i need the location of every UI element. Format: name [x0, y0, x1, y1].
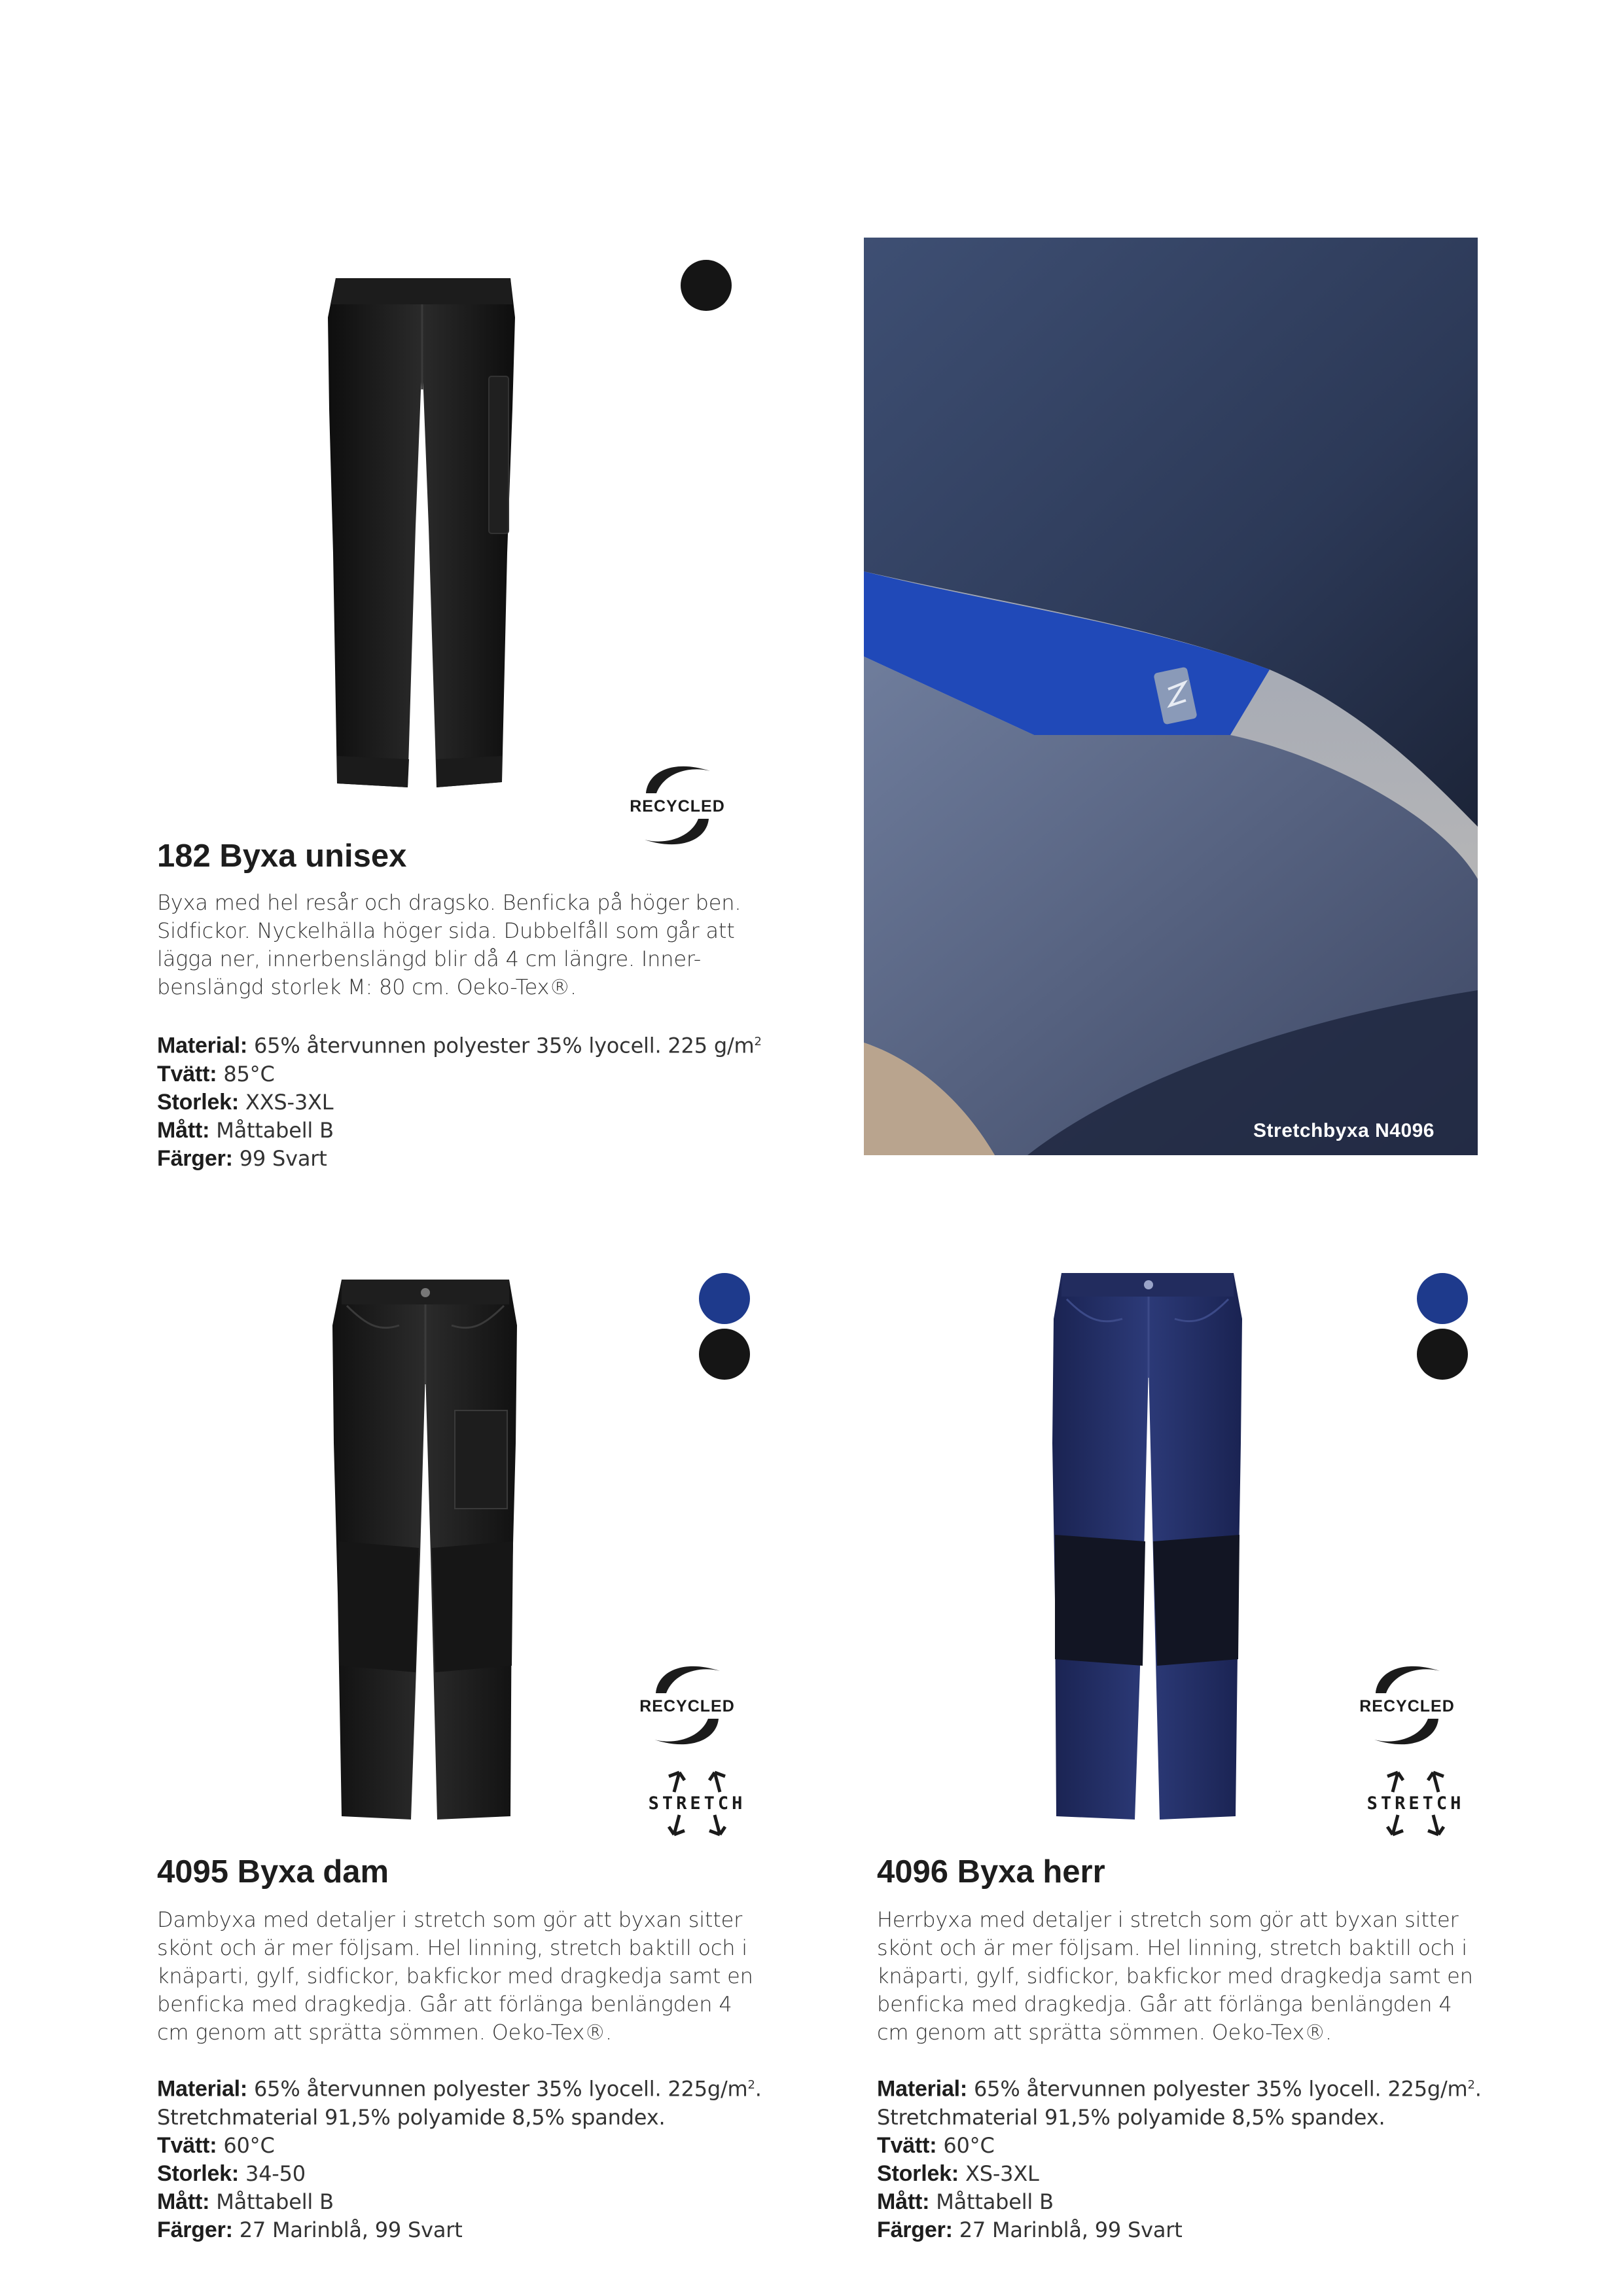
product-title: 4095 Byxa dam: [157, 1854, 389, 1890]
spec-value: 27 Marinblå, 99 Svart: [239, 2217, 463, 2242]
photo-caption: Stretchbyxa N4096: [1253, 1120, 1435, 1141]
product-image-4095-pants: [327, 1280, 524, 1823]
spec-label: Material:: [157, 2076, 248, 2102]
stretch-label: STRETCH: [1366, 1793, 1465, 1814]
description-line: Herrbyxa med detaljer i stretch som gör att byxan sitter: [877, 1907, 1459, 1932]
spec-label: Material:: [877, 2076, 968, 2102]
description-line: cm genom att sprätta sömmen. Oeko-Tex®.: [157, 2020, 613, 2045]
spec-label: Färger:: [877, 2217, 953, 2242]
stretch-arrows-bottom-icon: [661, 1814, 733, 1840]
spec-value: .: [1474, 2076, 1482, 2102]
recycled-badge: [638, 1659, 736, 1750]
spec-superscript: 2: [754, 1035, 762, 1049]
product-title: 182 Byxa unisex: [157, 838, 407, 874]
lifestyle-photo-image: [864, 238, 1478, 1155]
spec-measure: [157, 1117, 762, 1145]
spec-colors: [157, 2216, 762, 2244]
product-description: [157, 1906, 753, 2047]
description-line: Sidfickor. Nyckelhälla höger sida. Dubbelfåll som går att: [157, 918, 735, 943]
spec-label: Tvätt:: [157, 1061, 217, 1086]
spec-value: XXS-3XL: [245, 1089, 334, 1115]
description-line: cm genom att sprätta sömmen. Oeko-Tex®.: [877, 2020, 1332, 2045]
spec-material: [157, 2071, 762, 2104]
stretch-arrows-top-icon: [661, 1767, 733, 1793]
spec-value: 85°C: [223, 1061, 275, 1086]
spec-value: 60°C: [943, 2132, 995, 2158]
spec-material-stretch: Stretchmaterial 91,5% polyamide 8,5% spandex.: [877, 2104, 1385, 2130]
stretch-arrows-bottom-icon: [1380, 1814, 1452, 1840]
product-title: 4096 Byxa herr: [877, 1854, 1105, 1890]
recycled-label: RECYCLED: [630, 797, 725, 816]
description-line: Dambyxa med detaljer i stretch som gör att byxan sitter: [157, 1907, 743, 1932]
spec-label: Mått:: [157, 2189, 210, 2214]
recycled-leaf-top-icon: [1368, 1659, 1446, 1697]
spec-measure: [877, 2188, 1482, 2216]
recycled-badge: [628, 759, 726, 850]
spec-label: Storlek:: [157, 2161, 239, 2186]
spec-label: Storlek:: [877, 2161, 959, 2186]
spec-value: 99 Svart: [239, 1145, 327, 1171]
spec-label: Färger:: [157, 1145, 233, 1171]
stretch-label: STRETCH: [648, 1793, 746, 1814]
spec-label: Färger:: [157, 2217, 233, 2242]
stretch-badge: [635, 1767, 759, 1840]
color-swatch-navy: [1417, 1273, 1468, 1324]
color-swatch-black: [699, 1329, 750, 1380]
spec-label: Tvätt:: [157, 2132, 217, 2158]
color-swatch-navy: [699, 1273, 750, 1324]
product-image-182-pants: [324, 278, 520, 792]
spec-value: XS-3XL: [965, 2161, 1039, 2186]
description-line: skönt och är mer följsam. Hel linning, stretch baktill och i: [877, 1935, 1468, 1960]
spec-value: 60°C: [223, 2132, 275, 2158]
spec-value: 27 Marinblå, 99 Svart: [959, 2217, 1183, 2242]
spec-wash: [157, 2132, 762, 2160]
spec-value: Måttabell B: [216, 1117, 334, 1143]
spec-colors: [877, 2216, 1482, 2244]
recycled-badge: [1358, 1659, 1456, 1750]
product-description: [157, 889, 741, 1001]
spec-value: Måttabell B: [216, 2189, 334, 2214]
stretch-arrows-top-icon: [1380, 1767, 1452, 1793]
spec-value: 65% återvunnen polyester 35% lyocell. 225g/m: [254, 2076, 748, 2102]
color-swatch-black: [1417, 1329, 1468, 1380]
description-line: benslängd storlek M: 80 cm. Oeko-Tex®.: [157, 975, 577, 999]
recycled-leaf-top-icon: [648, 1659, 726, 1697]
spec-wash: [157, 1060, 762, 1088]
product-specs: [157, 2071, 762, 2244]
spec-material: [877, 2071, 1482, 2104]
description-line: Byxa med hel resår och dragsko. Benficka på höger ben.: [157, 890, 741, 915]
spec-size: [157, 2160, 762, 2188]
description-line: knäparti, gylf, sidfickor, bakfickor med dragkedja samt en: [157, 1964, 753, 1988]
recycled-leaf-bottom-icon: [648, 1716, 726, 1750]
description-line: skönt och är mer följsam. Hel linning, stretch baktill och i: [157, 1935, 748, 1960]
spec-value: Måttabell B: [936, 2189, 1054, 2214]
recycled-leaf-bottom-icon: [1368, 1716, 1446, 1750]
lifestyle-photo: [864, 238, 1478, 1155]
product-specs: [877, 2071, 1482, 2244]
recycled-leaf-bottom-icon: [638, 816, 717, 850]
product-image-4096-pants: [1047, 1273, 1250, 1823]
spec-measure: [157, 2188, 762, 2216]
product-specs: [157, 1028, 762, 1173]
spec-wash: [877, 2132, 1482, 2160]
recycled-label: RECYCLED: [1359, 1697, 1455, 1715]
spec-material: [157, 1028, 762, 1060]
color-swatch-black: [681, 260, 732, 311]
spec-superscript: 2: [747, 2078, 755, 2092]
spec-label: Mått:: [877, 2189, 930, 2214]
description-line: lägga ner, innerbenslängd blir då 4 cm längre. Inner-: [157, 946, 702, 971]
spec-label: Material:: [157, 1033, 248, 1058]
recycled-label: RECYCLED: [639, 1697, 735, 1715]
spec-label: Mått:: [157, 1117, 210, 1143]
description-line: knäparti, gylf, sidfickor, bakfickor med dragkedja samt en: [877, 1964, 1473, 1988]
spec-value: 65% återvunnen polyester 35% lyocell. 225g/m: [974, 2076, 1468, 2102]
spec-label: Storlek:: [157, 1089, 239, 1115]
stretch-badge: [1353, 1767, 1478, 1840]
spec-value: 34-50: [245, 2161, 306, 2186]
recycled-leaf-top-icon: [638, 759, 717, 797]
spec-colors: [157, 1145, 762, 1173]
description-line: benficka med dragkedja. Går att förlänga benlängden 4: [157, 1992, 732, 2017]
product-description: [877, 1906, 1473, 2047]
spec-material-stretch: Stretchmaterial 91,5% polyamide 8,5% spandex.: [157, 2104, 666, 2130]
spec-size: [877, 2160, 1482, 2188]
spec-value: 65% återvunnen polyester 35% lyocell. 225 g/m: [254, 1033, 755, 1058]
spec-value: .: [755, 2076, 762, 2102]
spec-size: [157, 1088, 762, 1117]
description-line: benficka med dragkedja. Går att förlänga benlängden 4: [877, 1992, 1452, 2017]
spec-label: Tvätt:: [877, 2132, 937, 2158]
spec-superscript: 2: [1467, 2078, 1475, 2092]
